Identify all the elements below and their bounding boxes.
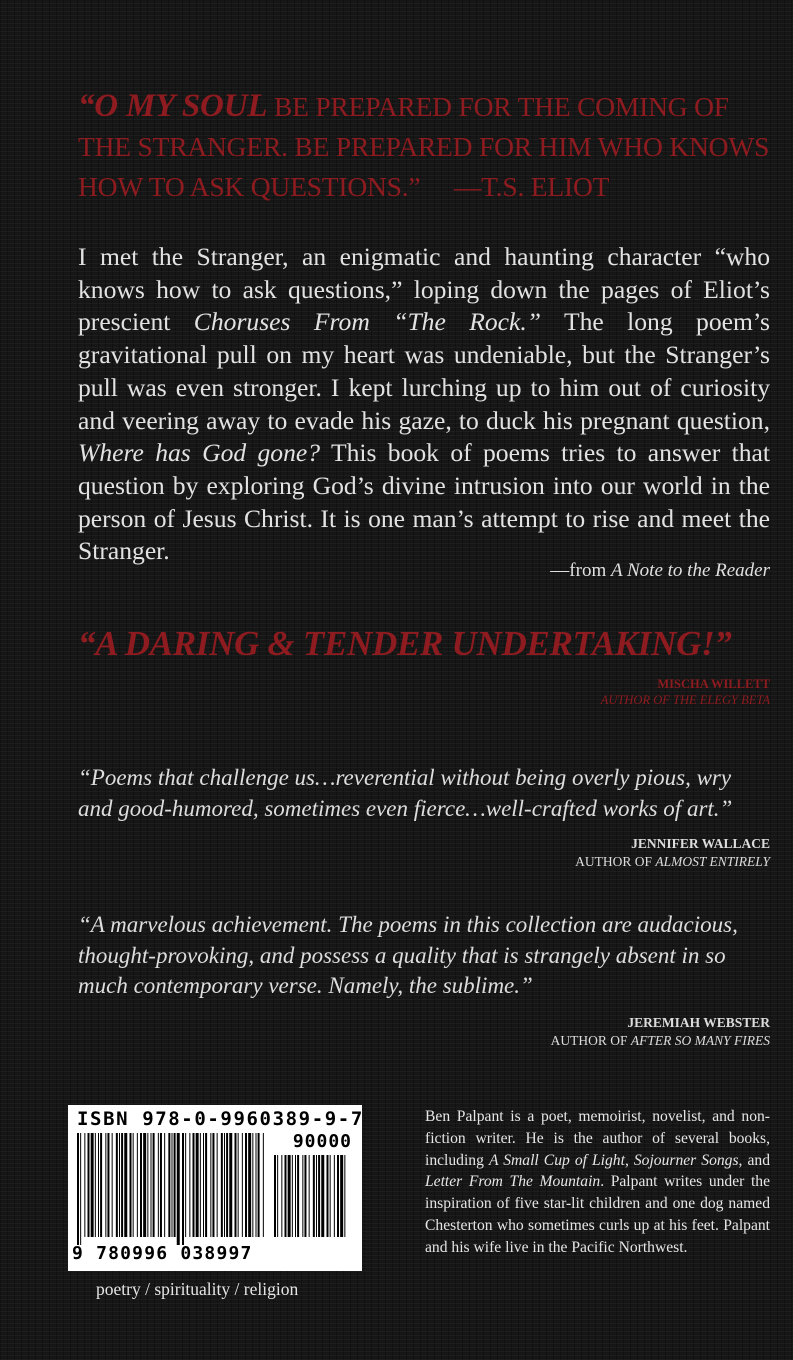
intro-text-2: The long poem’s gravitational pull on my heart was undeniable, but the Stranger’s pull was even stronger. I kept lurching up to him out of curiosity and veering away to evade his gaze, to duck his pregnant question, xyxy=(78,307,770,435)
endorsement-1-book: ALMOST ENTIRELY xyxy=(655,854,770,869)
barcode-bar xyxy=(172,1133,173,1237)
barcode-bar xyxy=(105,1133,106,1237)
barcode-bar xyxy=(84,1133,85,1237)
barcode-bar xyxy=(288,1155,291,1237)
barcode-bar xyxy=(121,1133,123,1237)
barcode-bar xyxy=(151,1133,152,1237)
barcode-bar xyxy=(340,1155,343,1237)
bio-separator-1: , xyxy=(624,1151,634,1169)
barcode-bar xyxy=(116,1133,118,1237)
intro-source xyxy=(78,560,770,582)
pull-quote-credit xyxy=(78,692,770,708)
barcode-bar xyxy=(318,1155,320,1237)
barcode-bar xyxy=(112,1133,113,1237)
barcode-bar xyxy=(203,1133,204,1237)
barcode-bar xyxy=(226,1133,228,1237)
barcode-digits: 9 780996 038997 xyxy=(72,1243,253,1264)
intro-question: Where has God gone? xyxy=(78,438,321,468)
intro-paragraph xyxy=(78,241,770,568)
barcode-bar xyxy=(337,1155,339,1237)
barcode-bar xyxy=(330,1155,331,1237)
author-bio xyxy=(425,1106,770,1259)
barcode-bar xyxy=(281,1155,282,1237)
barcode-bar xyxy=(327,1155,329,1237)
barcode-bar xyxy=(133,1133,134,1237)
barcode-bar xyxy=(205,1133,207,1237)
barcode-bar xyxy=(229,1133,232,1237)
pull-quote-book: THE ELEGY BETA xyxy=(673,693,770,707)
barcode-bars xyxy=(76,1133,266,1245)
barcode-bar xyxy=(91,1133,94,1237)
barcode-bar xyxy=(80,1133,81,1245)
epigraph-attribution: —T.S. ELIOT xyxy=(453,171,610,202)
barcode-bar xyxy=(313,1155,315,1237)
barcode-bar xyxy=(245,1133,247,1237)
intro-source-title: A Note to the Reader xyxy=(610,560,770,581)
barcode-bar xyxy=(88,1133,90,1237)
barcode-bar xyxy=(277,1155,278,1237)
endorsement-2-book: AFTER SO MANY FIRES xyxy=(630,1033,770,1048)
barcode-bar xyxy=(98,1133,99,1237)
barcode-bar xyxy=(252,1133,253,1237)
barcode-bar xyxy=(217,1133,218,1237)
endorsement-quote-2: “A marvelous achievement. The poems in this collection are audacious, thought-provoking, and possess a quality that is strangely absent in so much contemporary verse. Namely, the sublime.” xyxy=(78,912,738,998)
isbn-number: ISBN 978-0-9960389-9-7 xyxy=(77,1108,364,1130)
intro-text-3: This book of poems tries to answer that question by exploring God’s divine intrusion into our world in the person of Jesus Christ. It is one man’s attempt to rise and meet the Stranger. xyxy=(78,438,770,566)
endorsement-1-credit xyxy=(78,853,770,871)
barcode-bar xyxy=(263,1133,264,1237)
pull-quote-attribution xyxy=(78,676,770,708)
barcode-bar xyxy=(177,1133,180,1245)
barcode-bar xyxy=(164,1133,165,1237)
endorsement-1-author-of: AUTHOR OF xyxy=(575,854,656,869)
barcode-bar xyxy=(182,1133,184,1245)
barcode-bar xyxy=(200,1133,201,1237)
barcode-bar xyxy=(212,1133,214,1237)
endorsement-1-attribution xyxy=(78,835,770,871)
barcode-bar xyxy=(309,1155,310,1237)
barcode-price-code: 90000 xyxy=(292,1131,352,1152)
category-label: poetry / spirituality / religion xyxy=(96,1279,299,1299)
barcode-bar xyxy=(107,1133,109,1237)
barcode-bar xyxy=(124,1133,127,1237)
barcode-bar xyxy=(248,1133,251,1237)
barcode-bar xyxy=(140,1133,142,1237)
intro-source-prefix: —from xyxy=(550,560,611,581)
bio-separator-2: , and xyxy=(738,1151,770,1169)
pull-quote-author: MISCHA WILLETT xyxy=(657,677,770,691)
barcode-bar xyxy=(95,1133,96,1237)
barcode-bar xyxy=(321,1155,324,1237)
barcode-bar xyxy=(119,1133,120,1237)
isbn-barcode xyxy=(68,1105,362,1271)
endorsement-2-credit xyxy=(78,1032,770,1050)
endorsement-2-author: JEREMIAH WEBSTER xyxy=(627,1015,770,1030)
epigraph-body: BE PREPARED FOR THE COMING OF THE STRANGER. BE PREPARED FOR HIM WHO KNOWS HOW TO ASK QUESTIONS.” xyxy=(78,91,770,202)
bio-book-1: A Small Cup of Light xyxy=(488,1151,625,1169)
barcode-bar xyxy=(242,1133,243,1237)
intro-poem-title: Choruses From “The Rock.” xyxy=(193,307,542,337)
barcode-bar xyxy=(302,1155,303,1237)
barcode-bar xyxy=(160,1133,162,1237)
barcode-bar xyxy=(256,1133,257,1237)
barcode-bar xyxy=(168,1133,170,1237)
barcode-bar xyxy=(193,1133,195,1237)
barcode-bar xyxy=(295,1155,296,1237)
barcode-bar xyxy=(224,1133,225,1237)
barcode-addon-bars xyxy=(273,1155,351,1245)
barcode-bar xyxy=(147,1133,148,1237)
endorsement-quote-1: “Poems that challenge us…reverential without being overly pious, wry and good-humored, sometimes even fierce…well-crafted works of art.” xyxy=(78,765,733,821)
barcode-bar xyxy=(235,1133,237,1237)
bio-text-1: Ben Palpant is a poet, memoirist, novelist, and non-fiction writer. He is the author of several books, including xyxy=(425,1108,770,1169)
barcode-bar xyxy=(137,1133,138,1237)
barcode-bar xyxy=(196,1133,199,1237)
barcode-bar xyxy=(258,1133,260,1237)
barcode-bar xyxy=(274,1155,276,1237)
barcode-bar xyxy=(153,1133,155,1237)
bio-book-3: Letter From The Mountain xyxy=(425,1173,601,1191)
endorsement-2-author-of: AUTHOR OF xyxy=(550,1033,631,1048)
barcode-bar xyxy=(143,1133,146,1237)
barcode-bar xyxy=(304,1155,306,1237)
barcode-bar xyxy=(334,1155,335,1237)
barcode-bar xyxy=(316,1155,317,1237)
barcode-bar xyxy=(185,1133,186,1237)
barcode-bar xyxy=(100,1133,102,1237)
pull-quote: “A DARING & TENDER UNDERTAKING!” xyxy=(78,624,732,663)
bio-text-2: . Palpant writes under the inspiration of five star-lit children and one dog named Chesterton who sometimes curls up at his feet. Palpant and his wife live in the Pacific Northwest. xyxy=(425,1173,770,1256)
eliot-epigraph xyxy=(78,86,770,207)
barcode-bar xyxy=(189,1133,190,1237)
barcode-bar xyxy=(238,1133,239,1237)
barcode-bar xyxy=(221,1133,223,1237)
epigraph-lead: “O MY SOUL xyxy=(78,88,268,124)
barcode-bar xyxy=(344,1155,345,1237)
bio-book-2: Sojourner Songs xyxy=(633,1151,739,1169)
pull-quote-author-of: AUTHOR OF xyxy=(600,693,673,707)
barcode-bar xyxy=(77,1133,79,1245)
intro-text-1: I met the Stranger, an enigmatic and haunting character “who knows how to ask questions,” loping down the pages of Eliot’s prescient xyxy=(78,242,770,337)
barcode-bar xyxy=(158,1133,159,1237)
endorsement-2-attribution xyxy=(78,1014,770,1050)
barcode-bar xyxy=(174,1133,176,1237)
barcode-bar xyxy=(297,1155,299,1237)
endorsement-1-author: JENNIFER WALLACE xyxy=(631,836,770,851)
barcode-bar xyxy=(130,1133,132,1237)
barcode-bar xyxy=(210,1133,211,1237)
barcode-bar xyxy=(292,1155,293,1237)
barcode-bar xyxy=(285,1155,287,1237)
